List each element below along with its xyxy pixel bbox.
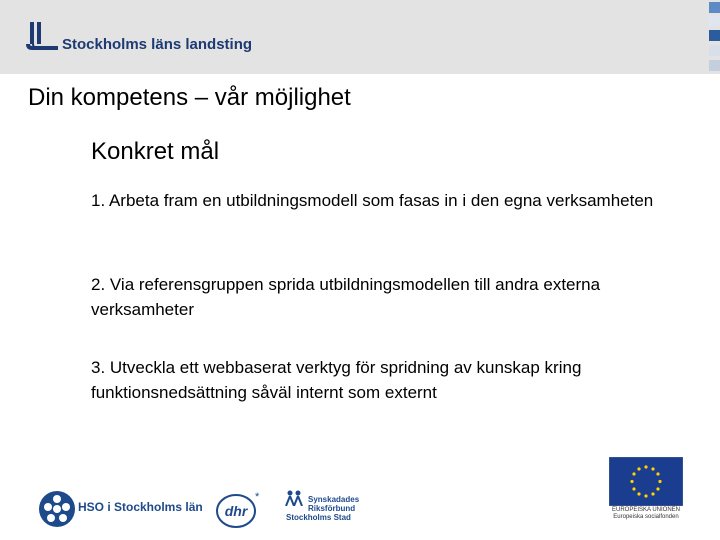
slide-title: Din kompetens – vår möjlighet (28, 84, 351, 111)
dhr-label: dhr (224, 503, 248, 519)
svg-text:*: * (255, 491, 260, 503)
header-bar (0, 0, 720, 74)
dhr-logo-icon (215, 490, 261, 528)
goal-item-2: 2. Via referensgruppen sprida utbildningsmodellen till andra externa verksamheter (91, 275, 601, 319)
sll-logo-icon (24, 22, 60, 54)
org-name: Stockholms läns landsting (62, 36, 253, 53)
hso-label: HSO i Stockholms län (78, 500, 203, 514)
srf-label: Synskadades Riksförbund Stockholms Stad (286, 495, 360, 522)
eu-flag-icon (609, 457, 683, 506)
hso-logo-icon (38, 490, 76, 528)
goal-item-1: 1. Arbeta fram en utbildningsmodell som fasas in i den egna verksamheten (91, 191, 654, 210)
eu-caption: EUROPEISKA UNIONEN Europeiska socialfonden (611, 507, 680, 520)
slide-subtitle: Konkret mål (91, 138, 220, 165)
goal-item-3: 3. Utveckla ett webbaserat verktyg för spridning av kunskap kring funktionsnedsättning såväl internt som externt (91, 358, 582, 402)
